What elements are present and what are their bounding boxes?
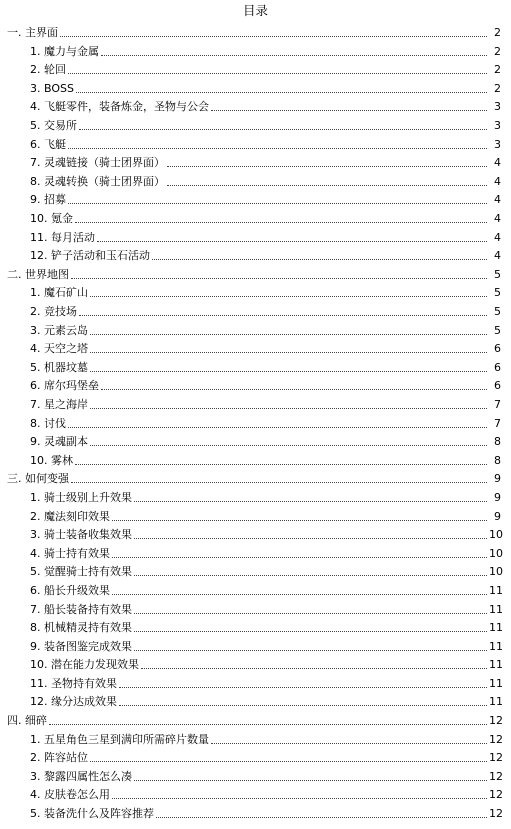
toc-entry-label: 1. 魔石矿山 — [30, 286, 88, 300]
toc-entry-label: 8. 机械精灵持有效果 — [30, 621, 132, 635]
toc-dot-leader — [134, 631, 487, 632]
toc-page-number: 10 — [489, 528, 503, 542]
toc-entry-label: 二. 世界地图 — [7, 267, 69, 281]
toc-entry-label: 三. 如何变强 — [7, 472, 69, 486]
toc-subsection-entry[interactable] — [0, 673, 511, 692]
toc-dot-leader — [76, 92, 487, 93]
toc-dot-leader — [101, 389, 487, 390]
toc-entry-label: 9. 招募 — [30, 193, 66, 207]
toc-entry-label: 9. 灵魂副本 — [30, 435, 88, 449]
toc-dot-leader — [156, 817, 487, 818]
toc-entry-label: 11. 每月活动 — [30, 230, 95, 244]
toc-subsection-entry[interactable] — [0, 506, 511, 525]
toc-page-number: 2 — [494, 81, 501, 95]
toc-entry-label: 10. 氪金 — [30, 212, 73, 226]
toc-dot-leader — [90, 408, 487, 409]
toc-subsection-entry[interactable] — [0, 636, 511, 655]
toc-entry-label: 8. 讨伐 — [30, 416, 66, 430]
toc-entry-label: 3. 骑士装备收集效果 — [30, 528, 132, 542]
toc-entry-label: 7. 星之海岸 — [30, 397, 88, 411]
toc-dot-leader — [134, 780, 487, 781]
toc-subsection-entry[interactable] — [0, 618, 511, 637]
toc-page-number: 8 — [494, 453, 501, 467]
toc-subsection-entry[interactable] — [0, 376, 511, 395]
toc-entry-label: 3. 黎露四属性怎么凑 — [30, 769, 132, 783]
toc-title: 目录 — [242, 3, 268, 18]
toc-page-number: 11 — [489, 658, 503, 672]
toc-dot-leader — [119, 687, 487, 688]
toc-subsection-entry[interactable] — [0, 134, 511, 153]
toc-page-number: 4 — [494, 212, 501, 226]
toc-dot-leader — [97, 241, 487, 242]
toc-entry-label: 2. 竞技场 — [30, 305, 77, 318]
toc-page-number: 12 — [489, 807, 503, 821]
toc-subsection-entry[interactable] — [0, 729, 511, 748]
toc-entry-label: 6. 飞艇 — [30, 137, 66, 151]
toc-page-number: 3 — [494, 119, 501, 133]
toc-section-entry[interactable] — [0, 469, 511, 488]
toc-entry-label: 一. 主界面 — [7, 26, 58, 40]
toc-page-number: 4 — [494, 156, 501, 170]
toc-entry-label: 12. 铲子活动和玉石活动 — [30, 249, 150, 263]
toc-page-number: 5 — [494, 323, 501, 337]
toc-dot-leader — [211, 743, 487, 744]
toc-entry-label: 3. BOSS — [30, 81, 74, 95]
toc-page-number: 3 — [494, 100, 501, 114]
toc-page-number: 4 — [494, 193, 501, 207]
toc-subsection-entry[interactable] — [0, 580, 511, 599]
toc-entry-label: 2. 轮回 — [30, 63, 66, 77]
toc-page-number: 11 — [489, 583, 503, 597]
toc-dot-leader — [167, 185, 487, 186]
toc-dot-leader — [167, 166, 487, 167]
toc-dot-leader — [101, 55, 487, 56]
toc-entry-label: 四. 细碎 — [7, 714, 47, 728]
toc-dot-leader — [79, 129, 487, 130]
toc-entry-label: 12. 缘分达成效果 — [30, 695, 117, 709]
toc-dot-leader — [79, 315, 487, 316]
toc-dot-leader — [112, 798, 487, 799]
toc-entry-label: 2. 阵容站位 — [30, 751, 88, 765]
toc-page-number: 5 — [494, 286, 501, 300]
toc-page-number: 11 — [489, 602, 503, 616]
toc-subsection-entry[interactable] — [0, 41, 511, 60]
toc-subsection-entry[interactable] — [0, 394, 511, 413]
toc-entry-label: 5. 装备洗什么及阵容推荐 — [30, 807, 154, 821]
toc-entry-label: 11. 圣物持有效果 — [30, 676, 117, 690]
toc-page-number: 11 — [489, 639, 503, 653]
toc-section-entry[interactable] — [0, 23, 511, 42]
toc-dot-leader — [90, 371, 487, 372]
toc-dot-leader — [112, 557, 487, 558]
toc-subsection-entry[interactable] — [0, 60, 511, 79]
toc-dot-leader — [68, 73, 487, 74]
toc-page-number: 3 — [494, 137, 501, 151]
toc-page-number: 9 — [494, 472, 501, 486]
toc-subsection-entry[interactable] — [0, 115, 511, 134]
toc-dot-leader — [49, 724, 487, 725]
toc-dot-leader — [112, 594, 487, 595]
toc-dot-leader — [211, 110, 487, 111]
toc-subsection-entry[interactable] — [0, 208, 511, 227]
toc-subsection-entry[interactable] — [0, 692, 511, 711]
toc-subsection-entry[interactable] — [0, 190, 511, 209]
toc-subsection-entry[interactable] — [0, 227, 511, 246]
toc-subsection-entry[interactable] — [0, 246, 511, 265]
toc-page-number: 10 — [489, 546, 503, 560]
toc-dot-leader — [112, 520, 487, 521]
toc-page-number: 2 — [494, 26, 501, 40]
toc-dot-leader — [68, 203, 487, 204]
toc-dot-leader — [68, 427, 487, 428]
toc-entry-label: 8. 灵魂转换（骑士团界面） — [30, 174, 165, 188]
toc-subsection-entry[interactable] — [0, 283, 511, 302]
toc-dot-leader — [134, 501, 487, 502]
toc-page-number: 6 — [494, 379, 501, 393]
toc-page-number: 7 — [494, 397, 501, 411]
toc-entry-label: 1. 魔力与金属 — [30, 44, 99, 58]
toc-page-number: 5 — [494, 267, 501, 281]
toc-entry-label: 7. 灵魂链接（骑士团界面） — [30, 156, 165, 170]
toc-page-number: 9 — [494, 509, 501, 523]
toc-dot-leader — [60, 36, 487, 37]
toc-entry-label: 5. 觉醒骑士持有效果 — [30, 565, 132, 579]
toc-subsection-entry[interactable] — [0, 748, 511, 767]
toc-dot-leader — [134, 613, 487, 614]
toc-entry-label: 5. 机器坟墓 — [30, 360, 88, 374]
toc-section-entry[interactable] — [0, 710, 511, 729]
toc-subsection-entry[interactable] — [0, 97, 511, 116]
toc-subsection-entry[interactable] — [0, 357, 511, 376]
toc-dot-leader — [141, 668, 487, 669]
toc-page-number: 6 — [494, 360, 501, 374]
toc-subsection-entry[interactable] — [0, 543, 511, 562]
toc-page-number: 2 — [494, 44, 501, 58]
toc-subsection-entry[interactable] — [0, 655, 511, 674]
toc-subsection-entry[interactable] — [0, 153, 511, 172]
toc-subsection-entry[interactable] — [0, 301, 511, 320]
toc-page-number: 5 — [494, 305, 501, 318]
toc-entry-label: 1. 骑士级别上升效果 — [30, 490, 132, 504]
toc-page-number: 11 — [489, 695, 503, 709]
toc-page-number: 8 — [494, 435, 501, 449]
toc-dot-leader — [90, 445, 487, 446]
toc-page-number: 12 — [489, 751, 503, 765]
toc-page-number: 11 — [489, 621, 503, 635]
toc-subsection-entry[interactable] — [0, 525, 511, 544]
toc-dot-leader — [71, 278, 487, 279]
toc-dot-leader — [134, 575, 487, 576]
toc-section-entry[interactable] — [0, 264, 511, 283]
table-of-contents — [0, 23, 511, 823]
toc-dot-leader — [75, 464, 487, 465]
toc-subsection-entry[interactable] — [0, 450, 511, 469]
toc-entry-label: 4. 骑士持有效果 — [30, 546, 110, 560]
toc-dot-leader — [68, 148, 487, 149]
toc-dot-leader — [71, 482, 487, 483]
toc-subsection-entry[interactable] — [0, 171, 511, 190]
toc-page-number: 12 — [489, 788, 503, 802]
toc-entry-label: 4. 天空之塔 — [30, 342, 88, 356]
toc-entry-label: 7. 船长装备持有效果 — [30, 602, 132, 616]
toc-entry-label: 4. 皮肤卷怎么用 — [30, 788, 110, 802]
toc-dot-leader — [90, 296, 487, 297]
toc-page-number: 10 — [489, 565, 503, 579]
toc-page-number: 11 — [489, 676, 503, 690]
toc-entry-label: 4. 飞艇零件，装备炼金，圣物与公会 — [30, 100, 209, 114]
toc-subsection-entry[interactable] — [0, 339, 511, 358]
toc-dot-leader — [90, 352, 487, 353]
toc-entry-label: 2. 魔法刻印效果 — [30, 509, 110, 523]
toc-page-number: 6 — [494, 342, 501, 356]
toc-subsection-entry[interactable] — [0, 413, 511, 432]
toc-dot-leader — [134, 650, 487, 651]
toc-entry-label: 9. 装备图鉴完成效果 — [30, 639, 132, 653]
toc-entry-label: 6. 船长升级效果 — [30, 583, 110, 597]
toc-subsection-entry[interactable] — [0, 487, 511, 506]
toc-page-number: 2 — [494, 63, 501, 77]
toc-page-number: 12 — [489, 732, 503, 746]
toc-subsection-entry[interactable] — [0, 78, 511, 97]
toc-entry-label: 3. 元素云岛 — [30, 323, 88, 337]
toc-page-number: 4 — [494, 249, 501, 263]
toc-subsection-entry[interactable] — [0, 599, 511, 618]
toc-subsection-entry[interactable] — [0, 785, 511, 804]
toc-dot-leader — [75, 222, 487, 223]
toc-entry-label: 1. 五星角色三星到满印所需碎片数量 — [30, 732, 209, 746]
toc-subsection-entry[interactable] — [0, 766, 511, 785]
toc-page-number: 7 — [494, 416, 501, 430]
toc-subsection-entry[interactable] — [0, 432, 511, 451]
toc-entry-label: 10. 潜在能力发现效果 — [30, 658, 139, 672]
toc-page-number: 12 — [489, 714, 503, 728]
toc-entry-label: 6. 席尔玛堡垒 — [30, 379, 99, 393]
toc-dot-leader — [119, 705, 487, 706]
toc-subsection-entry[interactable] — [0, 803, 511, 822]
toc-page-number: 4 — [494, 174, 501, 188]
toc-subsection-entry[interactable] — [0, 562, 511, 581]
toc-subsection-entry[interactable] — [0, 320, 511, 339]
toc-entry-label: 5. 交易所 — [30, 119, 77, 133]
toc-page-number: 9 — [494, 490, 501, 504]
toc-dot-leader — [152, 259, 487, 260]
toc-page-number: 4 — [494, 230, 501, 244]
toc-page-number: 12 — [489, 769, 503, 783]
toc-dot-leader — [90, 761, 487, 762]
toc-entry-label: 10. 雾林 — [30, 453, 73, 467]
toc-dot-leader — [134, 538, 487, 539]
toc-dot-leader — [90, 334, 487, 335]
